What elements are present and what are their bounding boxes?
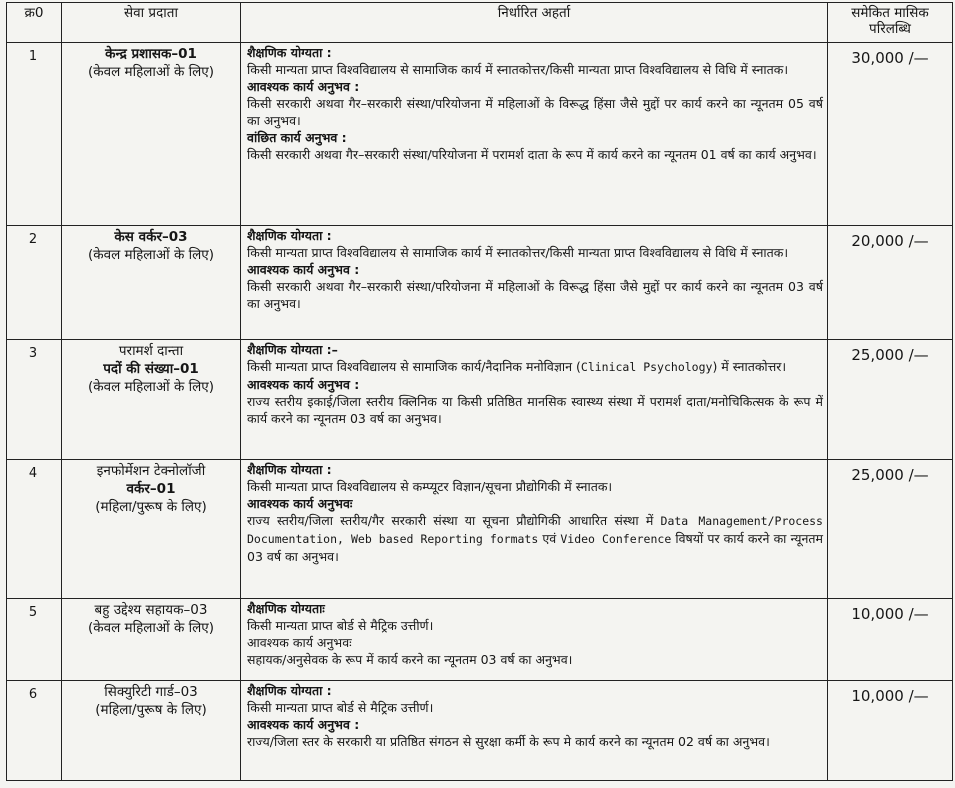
- qualification-cell: [241, 599, 828, 681]
- exp-label: आवश्यक कार्य अनुभव :: [247, 717, 360, 732]
- provider-cell: [62, 460, 241, 599]
- pay-cell: 20,000 /—: [828, 226, 953, 340]
- provider-cell: [62, 226, 241, 340]
- post-title: केन्द्र प्रशासक–01: [105, 46, 197, 62]
- exp-text: [247, 512, 823, 565]
- edu-text: किसी मान्यता प्राप्त बोर्ड से मैट्रिक उत्तीर्ण।: [247, 700, 434, 715]
- edu-text: किसी मान्यता प्राप्त विश्वविद्यालय से कम्प्यूटर विज्ञान/सूचना प्रौद्योगिकी में स्नातक।: [247, 479, 613, 494]
- desired-exp-label: वांछित कार्य अनुभव :: [247, 130, 347, 145]
- edu-text-part: ) में स्नातकोत्तर।: [712, 359, 787, 374]
- edu-text-english: Clinical Psychology: [580, 360, 713, 374]
- exp-text: राज्य स्तरीय इकाई/जिला स्तरीय क्लिनिक या किसी प्रतिष्ठित मानसिक स्वास्थ्य संस्था में परामर्श दाता/मनोचिकित्सक के रूप में कार्य करने का न्यूनतम 03 वर्ष का अनुभव।: [247, 394, 823, 426]
- exp-text: सहायक/अनुसेवक के रूप में कार्य करने का न्यूनतम 03 वर्ष का अनुभव।: [247, 652, 573, 667]
- post-eligibility: (केवल महिलाओं के लिए): [87, 64, 215, 80]
- pay-cell: 30,000 /—: [828, 43, 953, 226]
- table-row: [7, 460, 953, 599]
- qualification-cell: [241, 460, 828, 599]
- exp-label: आवश्यक कार्य अनुभव :: [247, 262, 360, 277]
- table-row: [7, 43, 953, 226]
- post-title: बहु उद्देश्य सहायक–03: [94, 602, 208, 618]
- row-sn: 2: [7, 226, 62, 340]
- row-sn: 3: [7, 340, 62, 460]
- post-eligibility: (महिला/पुरूष के लिए): [95, 702, 207, 718]
- header-pay: समेकित मासिक परिलब्धि: [828, 3, 953, 43]
- exp-text-part: एवं: [538, 531, 561, 546]
- row-sn: 4: [7, 460, 62, 599]
- exp-text: किसी सरकारी अथवा गैर–सरकारी संस्था/परियोजना में महिलाओं के विरूद्ध हिंसा जैसे मुद्दों पर कार्य करने का न्यूनतम 03 वर्ष का अनुभव।: [247, 279, 823, 311]
- exp-text-english: Data Management/Process Documentation, Web based Reporting formats: [247, 514, 823, 546]
- qualification-cell: [241, 681, 828, 781]
- table-row: [7, 340, 953, 460]
- post-title: इनफोर्मेशन टेक्नोलॉजी: [96, 463, 206, 479]
- table-row: [7, 599, 953, 681]
- table-header-row: [7, 3, 953, 43]
- pay-cell: 10,000 /—: [828, 681, 953, 781]
- exp-label: आवश्यक कार्य अनुभवः: [247, 635, 352, 650]
- post-count: वर्कर–01: [126, 481, 176, 497]
- exp-label: आवश्यक कार्य अनुभव :: [247, 377, 360, 392]
- edu-text: [247, 358, 823, 376]
- post-count: पदों की संख्या–01: [103, 361, 199, 377]
- exp-label: आवश्यक कार्य अनुभव :: [247, 79, 360, 94]
- desired-exp-text: किसी सरकारी अथवा गैर–सरकारी संस्था/परियोजना में परामर्श दाता के रूप में कार्य करने का न्यूनतम 01 वर्ष का कार्य अनुभव।: [247, 147, 817, 162]
- row-sn: 5: [7, 599, 62, 681]
- exp-text-part: राज्य स्तरीय/जिला स्तरीय/गैर सरकारी संस्था या सूचना प्रौद्योगिकी आधारित संस्था में: [247, 513, 661, 528]
- post-eligibility: (केवल महिलाओं के लिए): [87, 247, 215, 263]
- row-sn: 6: [7, 681, 62, 781]
- pay-cell: 25,000 /—: [828, 340, 953, 460]
- edu-label: शैक्षणिक योग्यता :: [247, 462, 332, 477]
- post-title: केस वर्कर–03: [114, 229, 188, 245]
- exp-label: आवश्यक कार्य अनुभवः: [247, 496, 353, 511]
- edu-text: किसी मान्यता प्राप्त बोर्ड से मैट्रिक उत्तीर्ण।: [247, 618, 434, 633]
- edu-label: शैक्षणिक योग्यता :: [247, 45, 332, 60]
- exp-text-english: Video Conference: [560, 532, 672, 546]
- pay-cell: 10,000 /—: [828, 599, 953, 681]
- header-provider: सेवा प्रदाता: [62, 3, 241, 43]
- qualification-cell: [241, 340, 828, 460]
- table-row: [7, 226, 953, 340]
- exp-text-part: विषयों पर कार्य करने का न्यूनतम 03 वर्ष का अनुभव।: [247, 531, 823, 564]
- vacancy-table: [6, 2, 953, 781]
- post-eligibility: (महिला/पुरूष के लिए): [95, 499, 207, 515]
- edu-label: शैक्षणिक योग्यता :: [247, 683, 332, 698]
- provider-cell: [62, 43, 241, 226]
- qualification-cell: [241, 226, 828, 340]
- exp-text: राज्य/जिला स्तर के सरकारी या प्रतिष्ठित संगठन से सुरक्षा कर्मी के रूप मे कार्य करने का न्यूनतम 02 वर्ष का अनुभव।: [247, 734, 770, 749]
- post-eligibility: (केवल महिलाओं के लिए): [87, 620, 215, 636]
- post-eligibility: (केवल महिलाओं के लिए): [87, 379, 215, 395]
- row-sn: 1: [7, 43, 62, 226]
- edu-text-part: किसी मान्यता प्राप्त विश्वविद्यालय से सामाजिक कार्य/नैदानिक मनोविज्ञान (: [247, 359, 581, 374]
- edu-text: किसी मान्यता प्राप्त विश्वविद्यालय से सामाजिक कार्य में स्नातकोत्तर/किसी मान्यता प्राप्त विश्वविद्यालय से विधि में स्नातक।: [247, 62, 789, 77]
- edu-label: शैक्षणिक योग्यताः: [247, 601, 325, 616]
- edu-text: किसी मान्यता प्राप्त विश्वविद्यालय से सामाजिक कार्य में स्नातकोत्तर/किसी मान्यता प्राप्त विश्वविद्यालय से विधि में स्नातक।: [247, 245, 789, 260]
- provider-cell: [62, 599, 241, 681]
- post-title: सिक्युरिटी गार्ड–03: [104, 684, 198, 700]
- edu-label: शैक्षणिक योग्यता :: [247, 228, 332, 243]
- pay-cell: 25,000 /—: [828, 460, 953, 599]
- provider-cell: [62, 340, 241, 460]
- exp-text: किसी सरकारी अथवा गैर–सरकारी संस्था/परियोजना में महिलाओं के विरूद्ध हिंसा जैसे मुद्दों पर कार्य करने का न्यूनतम 05 वर्ष का अनुभव।: [247, 96, 823, 128]
- qualification-cell: [241, 43, 828, 226]
- edu-label: शैक्षणिक योग्यता :–: [247, 342, 338, 357]
- provider-cell: [62, 681, 241, 781]
- post-title: परामर्श दान्ता: [118, 343, 184, 359]
- header-qualification: निर्धारित अहर्ता: [241, 3, 828, 43]
- header-sn: क्र0: [7, 3, 62, 43]
- table-row: [7, 681, 953, 781]
